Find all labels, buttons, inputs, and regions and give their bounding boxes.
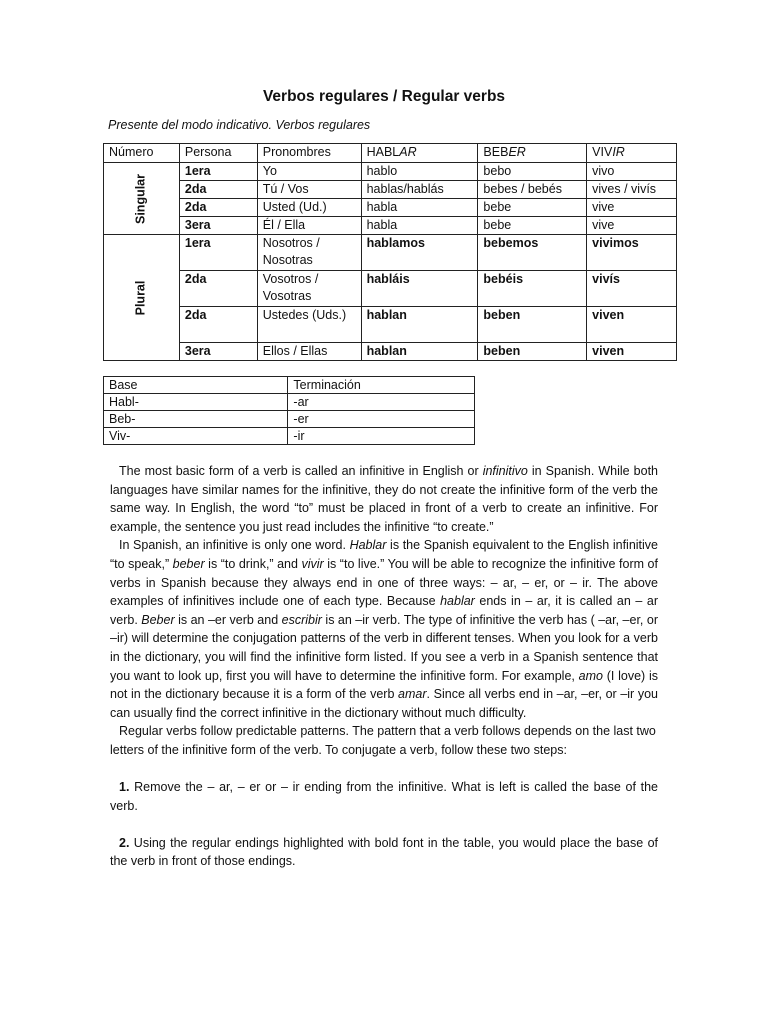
cell-hablar: habla bbox=[361, 217, 478, 235]
table-row bbox=[104, 411, 475, 428]
cell-vivir: viven bbox=[587, 307, 677, 343]
step-1: 1. Remove the – ar, – er or – ir ending from the infinitive. What is left is called the base of the verb. bbox=[110, 780, 658, 813]
paragraph-infinitive-definition: The most basic form of a verb is called an infinitive in English or infinitivo in Spanish. While both languages have similar names for the infinitive, they do not create the infinitive form of the verb the same way. In English, the word “to” must be placed in front of a verb to create an infinitive. For example, the sentence you just read includes the infinitive “to create.” bbox=[110, 464, 658, 534]
cell-hablar: hablan bbox=[361, 307, 478, 343]
cell-hablar: hablas/hablás bbox=[361, 181, 478, 199]
table-header-row bbox=[104, 144, 677, 163]
cell-pronombre: Yo bbox=[257, 163, 361, 181]
cell-hablar: hablo bbox=[361, 163, 478, 181]
table-row bbox=[104, 235, 677, 271]
body-text bbox=[110, 462, 658, 871]
cell-beber: bebéis bbox=[478, 271, 587, 307]
cell-vivir: viven bbox=[587, 343, 677, 361]
cell-persona: 1era bbox=[179, 235, 257, 271]
cell-persona: 2da bbox=[179, 271, 257, 307]
cell-persona: 3era bbox=[179, 343, 257, 361]
table-row bbox=[104, 271, 677, 307]
cell-hablar: hablan bbox=[361, 343, 478, 361]
cell-base: Beb- bbox=[104, 411, 288, 428]
cell-beber: bebes / bebés bbox=[478, 181, 587, 199]
table-row bbox=[104, 343, 677, 361]
cell-terminacion: -er bbox=[288, 411, 475, 428]
group-label: Plural bbox=[133, 280, 148, 315]
cell-vivir: vivimos bbox=[587, 235, 677, 271]
group-singular bbox=[104, 163, 180, 235]
cell-beber: bebemos bbox=[478, 235, 587, 271]
base-table bbox=[103, 376, 475, 445]
cell-hablar: habláis bbox=[361, 271, 478, 307]
header-numero: Número bbox=[104, 144, 180, 163]
cell-beber: bebo bbox=[478, 163, 587, 181]
step-2: 2. Using the regular endings highlighted with bold font in the table, you would place the base of the verb in front of those endings. bbox=[110, 835, 658, 869]
cell-beber: beben bbox=[478, 307, 587, 343]
cell-vivir: vive bbox=[587, 199, 677, 217]
cell-pronombre: Usted (Ud.) bbox=[257, 199, 361, 217]
table-row bbox=[104, 181, 677, 199]
cell-persona: 2da bbox=[179, 181, 257, 199]
cell-pronombre: Ustedes (Uds.) bbox=[257, 307, 361, 343]
cell-persona: 3era bbox=[179, 217, 257, 235]
table-row bbox=[104, 217, 677, 235]
cell-vivir: vive bbox=[587, 217, 677, 235]
cell-terminacion: -ir bbox=[288, 428, 475, 445]
cell-pronombre: Él / Ella bbox=[257, 217, 361, 235]
table-row bbox=[104, 199, 677, 217]
cell-persona: 1era bbox=[179, 163, 257, 181]
cell-hablar: hablamos bbox=[361, 235, 478, 271]
cell-pronombre: Tú / Vos bbox=[257, 181, 361, 199]
header-beber: BEBER bbox=[478, 144, 587, 163]
header-vivir: VIVIR bbox=[587, 144, 677, 163]
table-row bbox=[104, 394, 475, 411]
cell-persona: 2da bbox=[179, 307, 257, 343]
cell-pronombre: Ellos / Ellas bbox=[257, 343, 361, 361]
cell-base: Habl- bbox=[104, 394, 288, 411]
table-row bbox=[104, 307, 677, 343]
cell-pronombre: Vosotros / Vosotras bbox=[257, 271, 361, 307]
table-row bbox=[104, 428, 475, 445]
cell-beber: bebe bbox=[478, 217, 587, 235]
cell-vivir: vivo bbox=[587, 163, 677, 181]
cell-vivir: vives / vivís bbox=[587, 181, 677, 199]
cell-pronombre: Nosotros / Nosotras bbox=[257, 235, 361, 271]
cell-beber: bebe bbox=[478, 199, 587, 217]
cell-vivir: vivís bbox=[587, 271, 677, 307]
cell-beber: beben bbox=[478, 343, 587, 361]
cell-terminacion: -ar bbox=[288, 394, 475, 411]
table-header-row bbox=[104, 377, 475, 394]
header-terminacion: Terminación bbox=[288, 377, 475, 394]
group-plural bbox=[104, 235, 180, 361]
header-pronombres: Pronombres bbox=[257, 144, 361, 163]
paragraph-spanish-infinitives: In Spanish, an infinitive is only one word. Hablar is the Spanish equivalent to the English infinitive “to speak,” beber is “to drink,” and vivir is “to live.” You will be able to recognize the infinitive form of verbs in Spanish because they always end in one of three ways: – ar, – er, or – ir. The above examples of infinitives include one of each type. Because hablar ends in – ar, it is called an – ar verb. Beber is an –er verb and escribir is an –ir verb. The type of infinitive the verb has ( –ar, –er, or –ir) will determine the conjugation patterns of the verb in different tenses. When you look for a verb in the dictionary, you will find the infinitive form listed. If you see a verb in a Spanish sentence that you want to look up, first you will have to determine the infinitive form. For example, amo (I love) is not in the dictionary because it is a form of the verb amar. Since all verbs end in –ar, –er, or –ir you can usually find the correct infinitive in the dictionary without much difficulty. bbox=[110, 538, 658, 720]
page-subtitle: Presente del modo indicativo. Verbos regulares bbox=[108, 118, 371, 132]
cell-persona: 2da bbox=[179, 199, 257, 217]
header-hablar: HABLAR bbox=[361, 144, 478, 163]
conjugation-table bbox=[103, 143, 677, 361]
paragraph-regular-verbs: Regular verbs follow predictable patterns. The pattern that a verb follows depends on the last two letters of the infinitive form of the verb. To conjugate a verb, follow these two steps: bbox=[110, 724, 656, 757]
header-persona: Persona bbox=[179, 144, 257, 163]
page-title: Verbos regulares / Regular verbs bbox=[262, 88, 506, 105]
cell-hablar: habla bbox=[361, 199, 478, 217]
header-base: Base bbox=[104, 377, 288, 394]
group-label: Singular bbox=[133, 173, 148, 224]
cell-base: Viv- bbox=[104, 428, 288, 445]
table-row bbox=[104, 163, 677, 181]
